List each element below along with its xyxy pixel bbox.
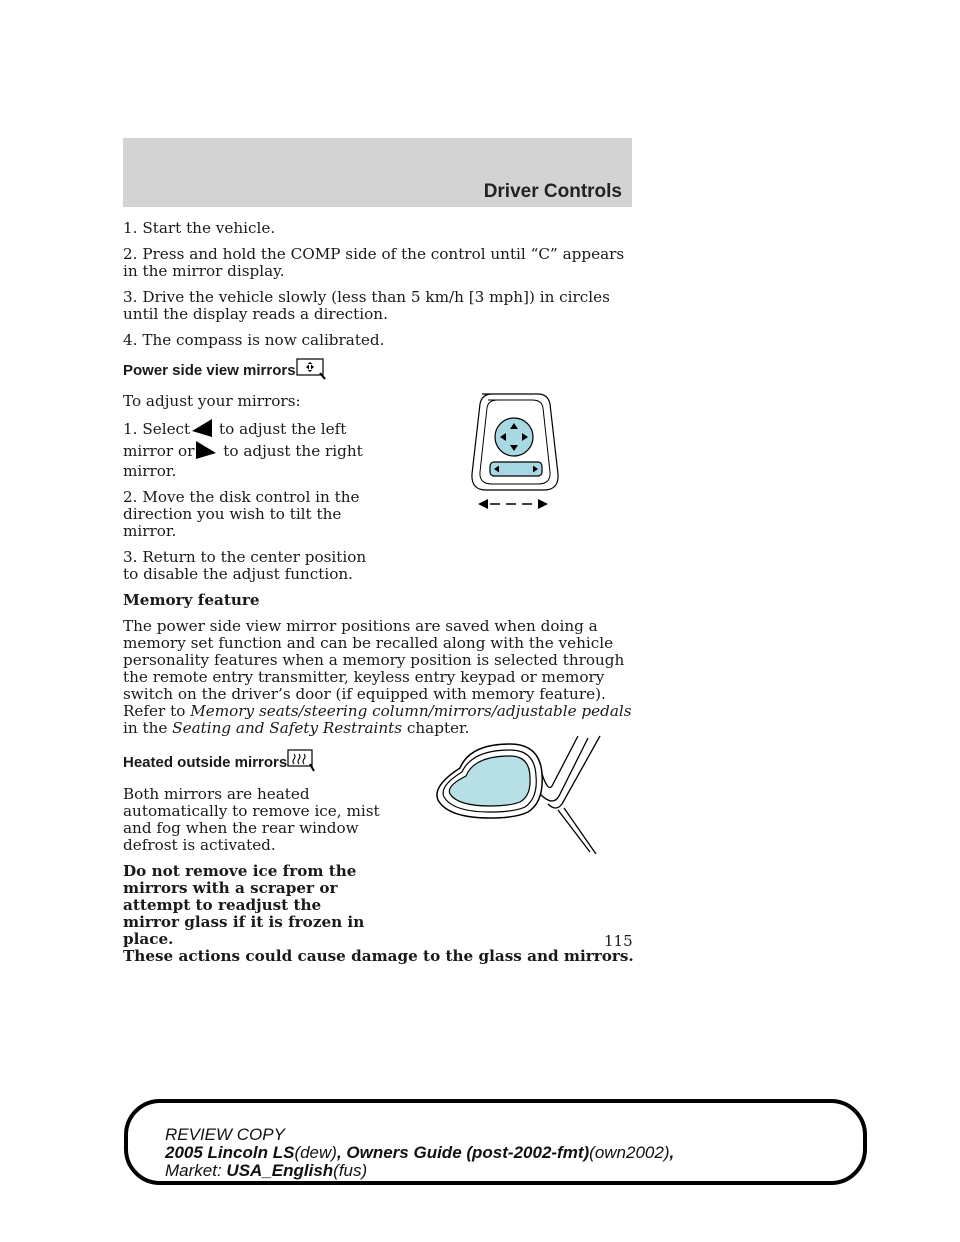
section-title: Driver Controls [483,181,622,202]
footer-vehicle: 2005 Lincoln LS [165,1143,295,1162]
left-arrow-icon [190,419,214,441]
compass-step: 1. Start the vehicle. [123,219,276,237]
footer-code: (dew) [294,1143,337,1162]
power-mirrors-heading-text: Power side view mirrors [123,361,296,379]
review-footer [165,1126,674,1180]
memory-ref-1: Memory seats/steering column/mirrors/adjustable pedals [190,702,632,720]
heated-mirror-icon [287,749,315,777]
page-number: 115 [604,932,633,950]
memory-end: chapter. [406,719,470,737]
compass-step: 2. Press and hold the COMP side of the control until “C” appears in the mirror display. [123,245,625,280]
power-mirrors-step2: 2. Move the disk control in the direction you wish to tilt the mirror. [123,488,360,540]
memory-mid: in the [123,719,168,737]
heated-heading-text: Heated outside mirrors [123,753,288,771]
footer-comma: , [669,1143,675,1162]
mirror-control-illustration [470,392,560,512]
footer-line-2 [165,1144,674,1162]
footer-market-code: (fus) [333,1161,368,1180]
right-arrow-icon [194,441,218,463]
power-mirrors-step1 [123,419,383,480]
heated-warning-b: These actions could cause damage to the glass and mirrors. [123,947,634,965]
heated-body: Both mirrors are heated automatically to remove ice, mist and fog when the rear window defrost is activated. [123,785,380,854]
memory-ref-2: Seating and Safety Restraints [172,719,403,737]
step1-text-c: to adjust the right mirror. [123,442,363,480]
compass-step: 3. Drive the vehicle slowly (less than 5 km/h [3 mph]) in circles until the display reads a direction. [123,288,610,323]
power-mirrors-intro: To adjust your mirrors: [123,392,301,410]
power-mirrors-step3: 3. Return to the center position to disable the adjust function. [123,548,367,583]
power-mirrors-heading [123,358,638,384]
footer-market: USA_English [226,1161,334,1180]
memory-body-text: The power side view mirror positions are saved when doing a memory set function and can be recalled along with the vehicle personality features when a memory position is selected through the remote entry transmitter, keyless entry keypad or memory switch on the driver’s door (if equipped with memory feature). Refer to [123,617,625,720]
heated-mirror-illustration [430,732,610,862]
memory-heading: Memory feature [123,591,260,609]
step1-text-a: 1. Select [123,420,191,438]
footer-guide: , Owners Guide (post-2002-fmt) [336,1143,590,1162]
memory-body [123,618,638,737]
step1-text-b: to adjust the left mirror or [123,420,347,460]
footer-market-label: Market: [165,1161,222,1180]
mirror-control-icon [296,358,326,384]
header-band [123,138,632,207]
footer-guide-code: (own2002) [589,1143,670,1162]
heated-warning-a: Do not remove ice from the mirrors with a scraper or attempt to readjust the mirror glass if it is frozen in place. [123,862,365,948]
compass-step: 4. The compass is now calibrated. [123,331,385,349]
footer-line-1: REVIEW COPY [165,1125,285,1144]
footer-line-3 [165,1162,674,1180]
